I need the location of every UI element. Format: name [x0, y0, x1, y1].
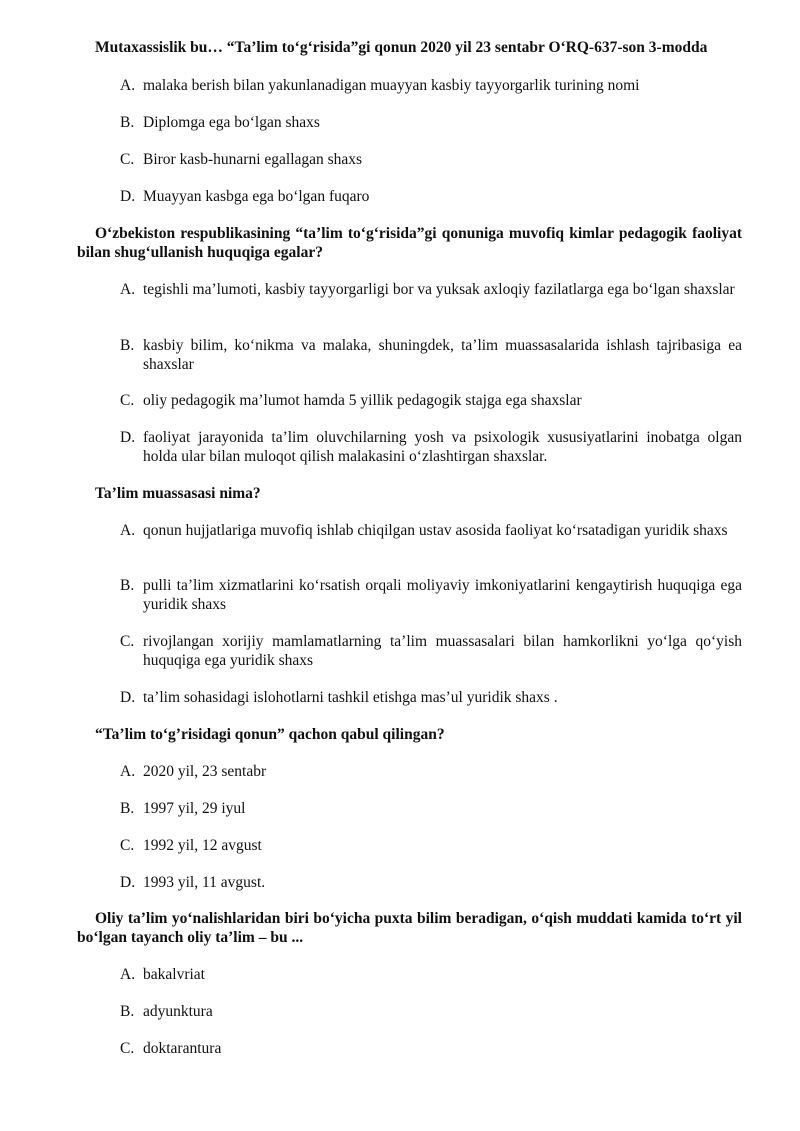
option-letter: B. [120, 577, 135, 594]
option-text: faoliyat jarayonida ta’lim oluvchilarning yosh va psixologik xususiyatlarini inobatga olgan holda ular bilan muloqot qilish malakasini o‘zlashtirgan shaxslar. [143, 429, 742, 465]
option-letter: A. [120, 522, 136, 539]
option-letter: B. [120, 1003, 135, 1020]
question-3-option-d [120, 688, 742, 707]
option-text: doktarantura [143, 1040, 222, 1057]
option-text: ta’lim sohasidagi islohotlarni tashkil etishga mas’ul yuridik shaxs . [143, 689, 558, 706]
option-text: pulli ta’lim xizmatlarini ko‘rsatish orqali moliyaviy imkoniyatlarini kengaytirish huquqiga ega yuridik shaxs [143, 577, 742, 613]
question-5-option-a [120, 965, 742, 984]
question-3-option-c [120, 632, 742, 670]
question-3-option-a [120, 521, 742, 540]
question-1-option-d [120, 187, 742, 206]
question-4-text: “Ta’lim to‘g’risidagi qonun” qachon qabul qilingan? [95, 726, 445, 743]
option-text: 1993 yil, 11 avgust. [143, 874, 266, 891]
question-4-option-d [120, 873, 742, 892]
option-letter: B. [120, 800, 135, 817]
question-5-text: Oliy ta’lim yo‘nalishlaridan biri bo‘yicha puxta bilim beradigan, o‘qish muddati kamida to‘rt yil bo‘lgan tayanch oliy ta’lim – bu ... [77, 910, 742, 946]
option-letter: A. [120, 966, 136, 983]
option-letter: A. [120, 763, 136, 780]
question-2-option-c [120, 391, 742, 410]
option-text: 1992 yil, 12 avgust [143, 837, 262, 854]
option-letter: A. [120, 77, 136, 94]
question-3-text: Ta’lim muassasasi nima? [95, 485, 261, 502]
option-letter: C. [120, 633, 135, 650]
option-letter: C. [120, 1040, 135, 1057]
option-letter: C. [120, 151, 135, 168]
question-1-text: Mutaxassislik bu… “Ta’lim to‘g‘risida”gi qonun 2020 yil 23 sentabr O‘RQ-637-son 3-modda [95, 39, 708, 56]
option-text: qonun hujjatlariga muvofiq ishlab chiqilgan ustav asosida faoliyat ko‘rsatadigan yuridik shaxs [143, 522, 728, 539]
option-letter: D. [120, 188, 136, 205]
option-text: adyunktura [143, 1003, 213, 1020]
option-text: Muayyan kasbga ega bo‘lgan fuqaro [143, 188, 370, 205]
option-letter: B. [120, 337, 135, 354]
option-text: Biror kasb-hunarni egallagan shaxs [143, 151, 363, 168]
question-1-option-c [120, 150, 742, 169]
question-5-option-c [120, 1039, 742, 1058]
question-2-option-b [120, 336, 742, 374]
option-text: 1997 yil, 29 iyul [143, 800, 246, 817]
option-letter: B. [120, 114, 135, 131]
option-letter: D. [120, 429, 136, 446]
option-text: kasbiy bilim, ko‘nikma va malaka, shuningdek, ta’lim muassasalarida ishlash tajribasiga ea shaxslar [143, 337, 742, 373]
question-4-option-a [120, 762, 742, 781]
option-letter: C. [120, 392, 135, 409]
question-2-option-a [120, 280, 742, 299]
question-4-option-c [120, 836, 742, 855]
option-text: rivojlangan xorijiy mamlamatlarning ta’lim muassasalari bilan hamkorlikni yo‘lga qo‘yish huquqiga ega yuridik shaxs [143, 633, 742, 669]
question-4-option-b [120, 799, 742, 818]
option-letter: D. [120, 689, 136, 706]
question-5-option-b [120, 1002, 742, 1021]
option-letter: C. [120, 837, 135, 854]
option-text: bakalvriat [143, 966, 205, 983]
option-text: Diplomga ega bo‘lgan shaxs [143, 114, 320, 131]
question-1-option-b [120, 113, 742, 132]
question-1-option-a [120, 76, 742, 95]
question-2-text: O‘zbekiston respublikasining “ta’lim to‘g‘risida”gi qonuniga muvofiq kimlar pedagogik faoliyat bilan shug‘ullanish huquqiga egalar? [77, 225, 742, 261]
option-text: tegishli ma’lumoti, kasbiy tayyorgarligi bor va yuksak axloqiy fazilatlarga ega bo‘lgan shaxslar [143, 281, 735, 298]
option-letter: D. [120, 874, 136, 891]
option-text: malaka berish bilan yakunlanadigan muayyan kasbiy tayyorgarlik turining nomi [143, 77, 640, 94]
question-3-option-b [120, 576, 742, 614]
option-text: oliy pedagogik ma’lumot hamda 5 yillik pedagogik stajga ega shaxslar [143, 392, 582, 409]
option-text: 2020 yil, 23 sentabr [143, 763, 267, 780]
question-2-option-d [120, 428, 742, 466]
option-letter: A. [120, 281, 136, 298]
